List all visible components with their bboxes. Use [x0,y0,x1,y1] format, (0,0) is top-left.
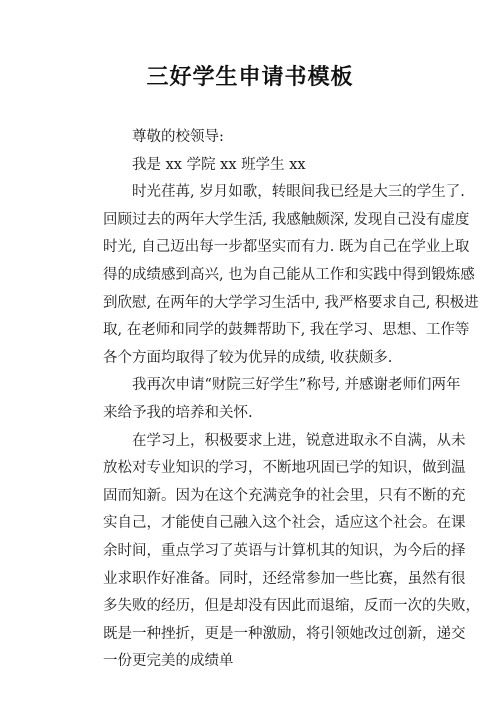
paragraph-line: 回顾过去的两年大学生活, 我感触颇深, 发现自己没有虚度 [103,211,470,228]
paragraph-line: 在学习上，积极要求上进，锐意进取永不自满，从未 [132,432,466,449]
paragraph-line: 多失败的经历，但是却没有因此而退缩，反而一次的失败， [103,598,480,615]
document-body [103,124,480,676]
paragraph-line: 来给予我的培养和关怀. [103,404,253,421]
document-title: 三好学生申请书模板 [146,64,354,90]
paragraph-line: 我再次申请“财院三好学生”称号, 并感谢老师们两年 [132,377,461,394]
paragraph-line: 时光荏苒, 岁月如歌，转眼间我已经是大三的学生了. [132,184,465,201]
intro [103,152,423,180]
paragraph-line: 放松对专业知识的学习，不断地巩固已学的知识，做到温 [103,460,466,477]
paragraph-line: 一份更完美的成绩单 [103,653,234,670]
paragraph-line: 到欣慰, 在两年的大学学习生活中, 我严格要求自己, 积极进 [103,294,479,311]
paragraph-1 [103,179,479,372]
intro-line: 我是 xx 学院 xx 班学生 xx [132,156,306,173]
paragraph-line: 余时间，重点学习了英语与计算机其的知识，为今后的择 [103,542,466,559]
paragraph-line: 得的成绩感到高兴, 也为自己能从工作和实践中得到锻炼感 [103,266,475,283]
paragraph-line: 固而知新。因为在这个充满竞争的社会里，只有不断的充 [103,487,466,504]
paragraph-line: 既是一种挫折，更是一种激励，将引领她改过创新，递交 [103,625,466,642]
greeting-line: 尊敬的校领导: [132,129,224,145]
greeting [103,124,423,152]
paragraph-line: 各个方面均取得了较为优异的成绩, 收获颇多. [103,349,393,366]
paragraph-line: 实自己，才能使自己融入这个社会，适应这个社会。在课 [103,515,466,532]
paragraph-2 [103,372,461,427]
paragraph-line: 时光, 自己迈出每一步都坚实而有力. 既为自己在学业上取 [103,239,470,256]
paragraph-3 [103,428,480,676]
paragraph-line: 业求职作好准备。同时，还经常参加一些比赛，虽然有很 [103,570,466,587]
paragraph-line: 取, 在老师和同学的鼓舞帮助下, 我在学习、思想、工作等 [103,322,470,339]
